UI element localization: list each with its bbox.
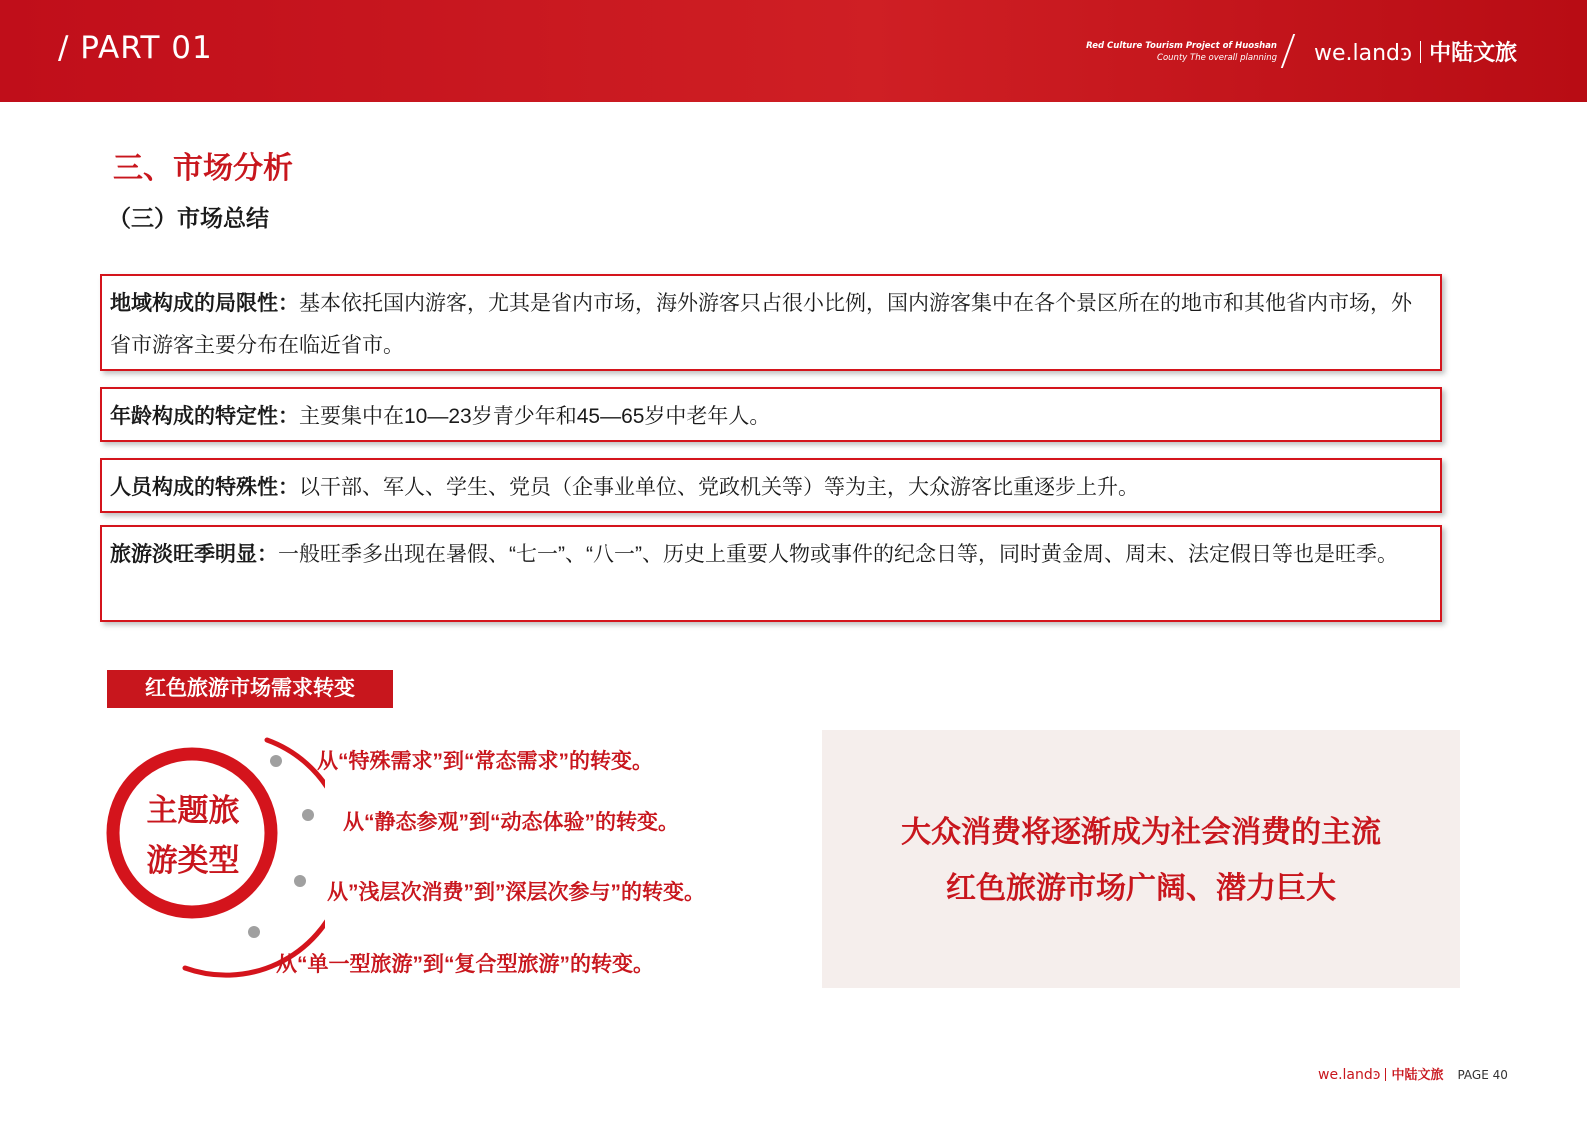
section-subtitle: （三）市场总结 bbox=[108, 205, 269, 231]
brand-logo bbox=[1314, 36, 1517, 67]
footer-logo-en: we.landͽ bbox=[1318, 1067, 1381, 1083]
brand-logo-en: we.landͽ bbox=[1314, 41, 1413, 66]
transformation-item: 从“特殊需求”到“常态需求”的转变。 bbox=[317, 750, 653, 773]
logo-separator bbox=[1420, 41, 1421, 63]
connector-dot bbox=[294, 875, 306, 887]
summary-box-season bbox=[100, 525, 1442, 622]
transformation-item: 从”浅层次消费”到”深层次参与”的转变。 bbox=[327, 881, 705, 904]
summary-label: 人员构成的特殊性： bbox=[110, 476, 299, 499]
connector-dot bbox=[302, 809, 314, 821]
demand-tag: 红色旅游市场需求转变 bbox=[107, 670, 393, 708]
summary-text: 一般旺季多出现在暑假、“七一”、“八一”、历史上重要人物或事件的纪念日等，同时黄金周、周末、法定假日等也是旺季。 bbox=[278, 543, 1398, 566]
section-title: 三、市场分析 bbox=[113, 152, 293, 185]
project-subtitle-line1: Red Culture Tourism Project of Huoshan bbox=[1086, 41, 1277, 51]
header-bar bbox=[0, 0, 1587, 102]
summary-text: 以干部、军人、学生、党员（企事业单位、党政机关等）等为主，大众游客比重逐步上升。 bbox=[299, 476, 1139, 499]
conclusion-line2: 红色旅游市场广阔、潜力巨大 bbox=[946, 872, 1336, 905]
project-subtitle-line2: County The overall planning bbox=[1157, 53, 1277, 63]
circle-label: 主题旅 游类型 bbox=[146, 793, 240, 878]
summary-box-personnel bbox=[100, 458, 1442, 513]
connector-dot bbox=[270, 755, 282, 767]
summary-label: 地域构成的局限性： bbox=[110, 292, 299, 315]
summary-box-age bbox=[100, 387, 1442, 442]
connector-dot bbox=[248, 926, 260, 938]
header-divider bbox=[1281, 34, 1295, 68]
summary-label: 旅游淡旺季明显： bbox=[110, 543, 278, 566]
part-label: / PART 01 bbox=[58, 30, 213, 66]
summary-text: 基本依托国内游客，尤其是省内市场，海外游客只占很小比例，国内游客集中在各个景区所在的地市和其他省内市场，外省市游客主要分布在临近省市。 bbox=[110, 292, 1412, 357]
transformation-item: 从“静态参观”到“动态体验”的转变。 bbox=[343, 811, 679, 834]
footer-logo-cn: 中陆文旅 bbox=[1391, 1068, 1444, 1083]
summary-text: 主要集中在10—23岁青少年和45—65岁中老年人。 bbox=[299, 405, 771, 428]
transformation-item: 从“单一型旅游”到“复合型旅游”的转变。 bbox=[276, 953, 654, 976]
project-subtitle bbox=[1086, 40, 1277, 64]
footer bbox=[1318, 1064, 1508, 1083]
page-number: PAGE 40 bbox=[1457, 1068, 1508, 1082]
conclusion-panel bbox=[822, 730, 1460, 988]
summary-box-region bbox=[100, 274, 1442, 371]
brand-logo-cn: 中陆文旅 bbox=[1429, 41, 1518, 66]
conclusion-line1: 大众消费将逐渐成为社会消费的主流 bbox=[901, 816, 1381, 849]
footer-logo-separator bbox=[1385, 1068, 1386, 1081]
summary-label: 年龄构成的特定性： bbox=[110, 405, 299, 428]
